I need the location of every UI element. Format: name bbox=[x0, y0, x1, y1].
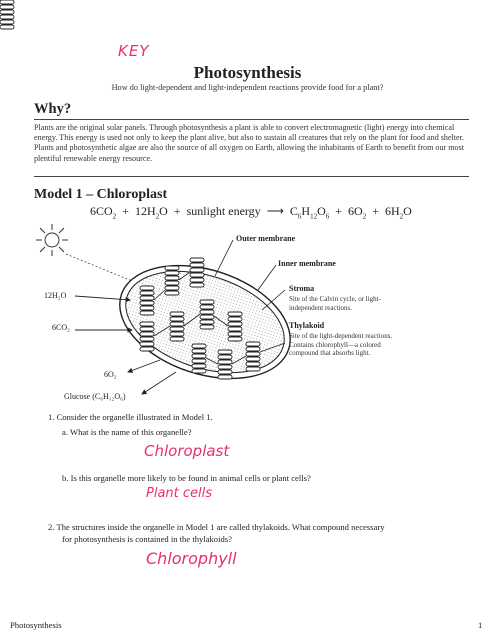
eq-product-glucose: $C_6H_{12}O_6$ bbox=[289, 204, 330, 221]
eq-reactant-sunlight: sunlight energy bbox=[186, 204, 261, 218]
label-inner-membrane: Inner membrane bbox=[278, 259, 336, 268]
eq-reactant-water: $12H_2O$ bbox=[134, 204, 168, 221]
question-1: 1. Consider the organelle illustrated in Model 1. bbox=[48, 412, 213, 422]
stroma-description: Site of the Calvin cycle, or light- independent reactions. bbox=[289, 295, 381, 312]
eq-product-water: $6H_2O$ bbox=[384, 204, 412, 221]
page-title: Photosynthesis bbox=[193, 63, 302, 82]
why-heading: Why? bbox=[34, 101, 72, 117]
sun-icon bbox=[36, 224, 68, 256]
eq-plus: + bbox=[173, 204, 181, 218]
footer-title: Photosynthesis bbox=[10, 620, 62, 630]
answer-1a: Chloroplast bbox=[144, 442, 230, 460]
eq-plus: + bbox=[335, 204, 343, 218]
question-2-line-1: 2. The structures inside the organelle in Model 1 are called thylakoids. What compound necessary bbox=[48, 522, 385, 532]
page-subtitle: How do light-dependent and light-independent reactions provide food for a plant? bbox=[111, 83, 384, 92]
inner-membrane-pointer bbox=[258, 265, 276, 290]
label-stroma: Stroma bbox=[289, 284, 315, 293]
eq-plus: + bbox=[122, 204, 129, 218]
eq-plus: + bbox=[372, 204, 379, 218]
question-2-line-2: for photosynthesis is contained in the thylakoids? bbox=[62, 534, 232, 544]
why-paragraph: Plants are the original solar panels. Through photosynthesis a plant is able to convert electromagnetic (light) energy into chemical energy. This energy is used not only to keep the plant alive, but also to sustain all creatures that rely on the plant for food and shelter. Plants and photosynthetic algae are also the source of all oxygen on Earth, allowing the inhabitants of Earth to benefit from our most plentiful renewable energy resource. bbox=[34, 123, 464, 163]
label-glucose-output: Glucose (C₆H₁₂O₆) bbox=[64, 392, 126, 401]
label-o2-output: 6O₂ bbox=[104, 370, 117, 379]
glucose-output-arrow bbox=[142, 372, 176, 394]
answer-2: Chlorophyll bbox=[146, 549, 237, 568]
question-1b: b. Is this organelle more likely to be found in animal cells or plant cells? bbox=[62, 473, 311, 483]
label-co2-input: 6CO₂ bbox=[52, 323, 70, 332]
question-1a: a. What is the name of this organelle? bbox=[62, 427, 192, 437]
eq-product-oxygen: $6O_2$ bbox=[348, 204, 367, 221]
label-water-input: 12H₂O bbox=[44, 291, 67, 300]
eq-arrow: ⟶ bbox=[266, 204, 284, 218]
label-outer-membrane: Outer membrane bbox=[236, 234, 296, 243]
model-heading: Model 1 – Chloroplast bbox=[34, 187, 168, 202]
thylakoid-description: Site of the light-dependent reactions. Contains chlorophyll—a colored compound that absorbs light. bbox=[289, 332, 393, 358]
key-annotation: KEY bbox=[118, 42, 150, 60]
o2-output-arrow bbox=[128, 360, 160, 372]
answer-1b: Plant cells bbox=[146, 486, 213, 501]
outer-membrane-pointer bbox=[215, 240, 233, 276]
label-thylakoid: Thylakoid bbox=[289, 321, 325, 330]
eq-reactant-co2: $6CO_2$ bbox=[90, 204, 117, 221]
page-number: 1 bbox=[478, 620, 483, 630]
